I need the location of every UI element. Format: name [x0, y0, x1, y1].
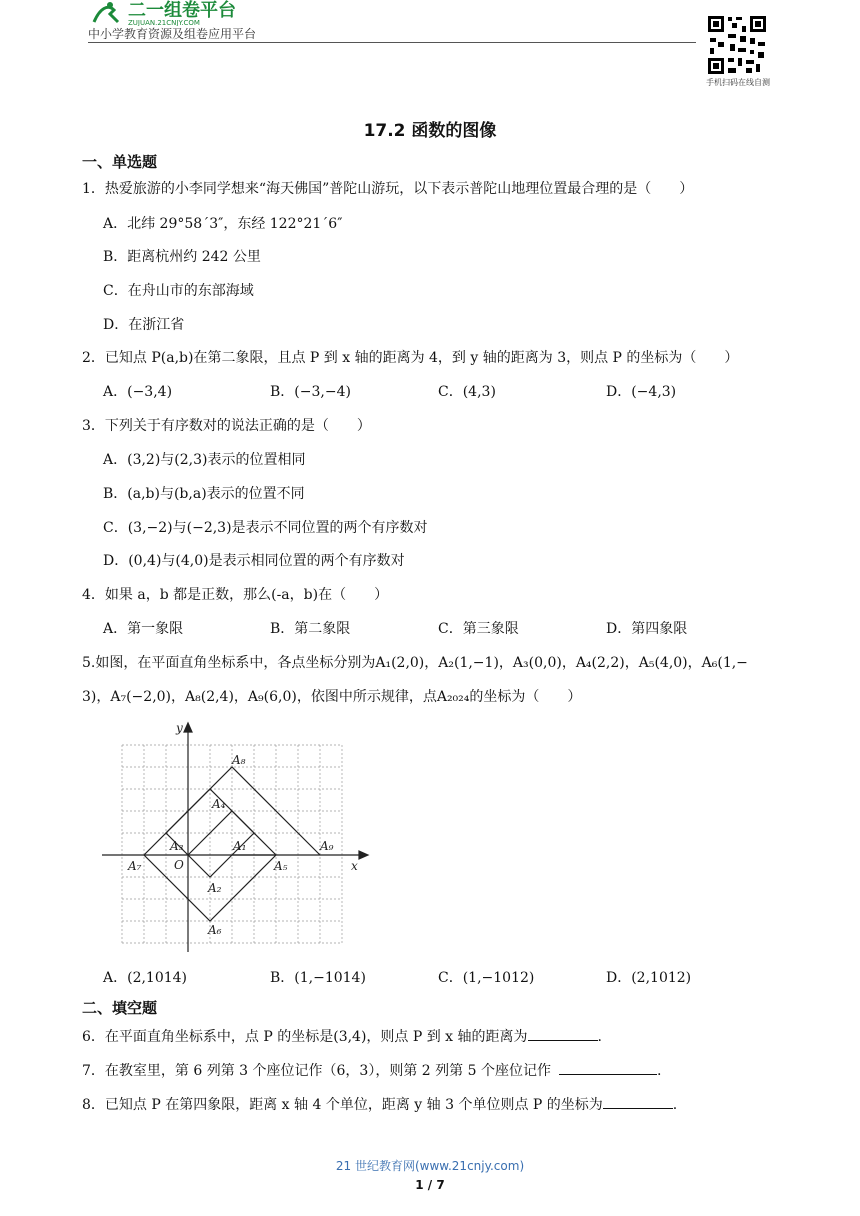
label-a4: A₄ — [212, 797, 226, 811]
question-6-text: 6．在平面直角坐标系中，点 P 的坐标是(3,4)，则点 P 到 x 轴的距离为 — [82, 1029, 528, 1045]
question-2-option-b[interactable]: B．(−3,−4) — [270, 384, 351, 400]
qr-caption: 手机扫码在线自测 — [706, 78, 770, 87]
section-heading-fill-blank: 二、填空题 — [82, 999, 158, 1017]
question-5-option-b[interactable]: B．(1,−1014) — [270, 970, 366, 986]
y-axis-arrow-icon — [184, 723, 192, 732]
label-a7: A₇ — [128, 859, 142, 873]
label-a9: A₉ — [320, 839, 334, 853]
question-1-stem: 1．热爱旅游的小李同学想来“海天佛国”普陀山游玩，以下表示普陀山地理位置最合理的是（ ） — [82, 181, 694, 197]
label-a3: A₃ — [170, 839, 184, 853]
page-number: 1 / 7 — [415, 1178, 445, 1192]
origin-label: O — [174, 858, 184, 872]
question-1-option-a[interactable]: A．北纬 29°58ˊ3″，东经 122°21ˊ6″ — [103, 216, 343, 232]
section-heading-single-choice: 一、单选题 — [82, 153, 158, 171]
question-8-end: . — [672, 1097, 678, 1113]
question-8 — [82, 1094, 677, 1114]
question-5-figure — [98, 720, 373, 952]
question-5-option-c[interactable]: C．(1,−1012) — [438, 970, 535, 986]
question-7-text: 7．在教室里，第 6 列第 3 个座位记作（6，3），则第 2 列第 5 个座位记作 — [82, 1063, 551, 1079]
question-2-option-c[interactable]: C．(4,3) — [438, 384, 496, 400]
question-6 — [82, 1026, 602, 1046]
question-4-option-d[interactable]: D．第四象限 — [606, 621, 688, 637]
header-subtitle: 中小学教育资源及组卷应用平台 — [88, 27, 257, 41]
logo-url-text: ZUJUAN.21CNJY.COM — [128, 19, 200, 26]
question-3-option-a[interactable]: A．(3,2)与(2,3)表示的位置相同 — [103, 452, 306, 468]
qr-code-icon[interactable] — [706, 14, 768, 76]
question-5-option-a[interactable]: A．(2,1014) — [103, 970, 188, 986]
question-5-stem-line-1: 5.如图，在平面直角坐标系中，各点坐标分别为A₁(2,0)，A₂(1,−1)，A₃(0,0)，A₄(2,2)，A₅(4,0)，A₆(1,− — [82, 655, 748, 671]
question-7-answer-blank[interactable] — [559, 1060, 657, 1075]
question-6-end: . — [597, 1029, 602, 1045]
x-axis-arrow-icon — [359, 851, 368, 859]
question-7-end: . — [656, 1063, 662, 1079]
label-a6: A₆ — [208, 923, 222, 937]
question-1-option-c[interactable]: C．在舟山市的东部海域 — [103, 283, 254, 299]
question-3-option-d[interactable]: D．(0,4)与(4,0)是表示相同位置的两个有序数对 — [103, 553, 405, 569]
label-a2: A₂ — [208, 881, 222, 895]
label-a1: A₁ — [233, 839, 247, 853]
header-divider — [88, 42, 696, 43]
question-1-option-b[interactable]: B．距离杭州约 242 公里 — [103, 249, 261, 265]
question-8-answer-blank[interactable] — [603, 1094, 673, 1109]
question-5-option-d[interactable]: D．(2,1012) — [606, 970, 692, 986]
question-2-option-d[interactable]: D．(−4,3) — [606, 384, 677, 400]
logo-text: 二一组卷平台 — [128, 0, 236, 21]
question-3-stem: 3．下列关于有序数对的说法正确的是（ ） — [82, 418, 371, 434]
question-3-option-c[interactable]: C．(3,−2)与(−2,3)是表示不同位置的两个有序数对 — [103, 520, 428, 536]
question-4-option-b[interactable]: B．第二象限 — [270, 621, 351, 637]
question-4-stem: 4．如果 a，b 都是正数，那么(-a，b)在（ ） — [82, 587, 389, 603]
platform-logo — [88, 0, 278, 26]
question-6-answer-blank[interactable] — [528, 1026, 598, 1041]
x-axis-label: x — [351, 859, 358, 873]
question-4-option-a[interactable]: A．第一象限 — [103, 621, 184, 637]
label-a5: A₅ — [274, 859, 288, 873]
question-1-option-d[interactable]: D．在浙江省 — [103, 317, 185, 333]
question-8-text: 8．已知点 P 在第四象限，距离 x 轴 4 个单位，距离 y 轴 3 个单位则点 P 的坐标为 — [82, 1097, 603, 1113]
question-7 — [82, 1060, 661, 1080]
page-title: 17.2 函数的图像 — [363, 121, 497, 141]
footer-link[interactable]: 21 世纪教育网(www.21cnjy.com) — [335, 1159, 525, 1173]
question-5-stem-line-2: 3)，A₇(−2,0)，A₈(2,4)，A₉(6,0)，依图中所示规律，点A₂₀₂₄的坐标为（ ） — [82, 689, 582, 705]
label-a8: A₈ — [232, 753, 246, 767]
question-4-option-c[interactable]: C．第三象限 — [438, 621, 519, 637]
question-3-option-b[interactable]: B．(a,b)与(b,a)表示的位置不同 — [103, 486, 305, 502]
y-axis-label: y — [176, 721, 183, 735]
question-2-option-a[interactable]: A．(−3,4) — [103, 384, 173, 400]
question-2-stem: 2．已知点 P(a,b)在第二象限，且点 P 到 x 轴的距离为 4，到 y 轴的距离为 3，则点 P 的坐标为（ ） — [82, 350, 739, 366]
